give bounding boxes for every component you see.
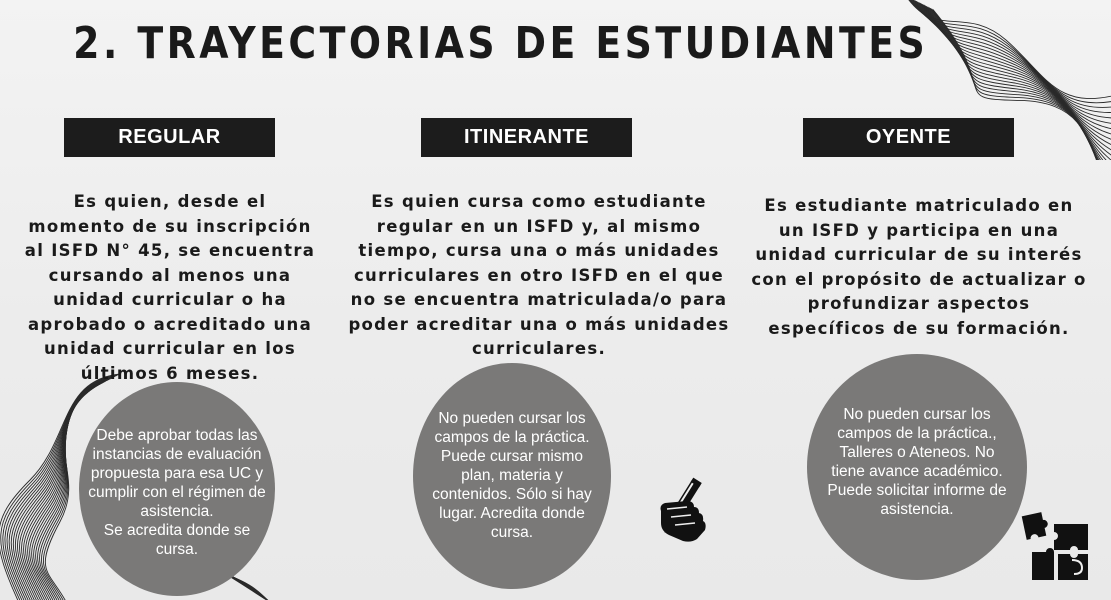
note-oyente-text: No pueden cursar los campos de la práctica., Talleres o Ateneos. No tiene avance académico. Puede solicitar informe de asistencia. — [827, 406, 1007, 518]
label-regular — [64, 118, 275, 157]
label-oyente — [803, 118, 1014, 157]
description-itinerante: Es quien cursa como estudiante regular en un ISFD y, al mismo tiempo, cursa una o más unidades curriculares en otro ISFD en el que no se encuentra matriculada/o para poder acreditar una o más unidades curriculares. — [348, 192, 730, 358]
label-oyente-text: OYENTE — [865, 126, 952, 148]
label-itinerante-text: ITINERANTE — [464, 126, 589, 148]
description-regular: Es quien, desde el momento de su inscripción al ISFD N° 45, se encuentra cursando al menos una unidad curricular o ha aprobado o acreditado una unidad curricular en los últimos 6 meses. — [24, 192, 316, 383]
note-itinerante-text: No pueden cursar los campos de la práctica. Puede cursar mismo plan, materia y contenidos. Sólo si hay lugar. Acredita donde cursa. — [432, 409, 592, 541]
puzzle-pieces-icon — [1020, 512, 1092, 584]
note-circle-regular — [79, 382, 275, 596]
label-itinerante — [421, 118, 632, 157]
page-title: 2. TRAYECTORIAS DE ESTUDIANTES — [73, 18, 929, 69]
note-circle-itinerante — [413, 363, 611, 589]
note-regular-text: Debe aprobar todas las instancias de evaluación propuesta para esa UC y cumplir con el régimen de asistencia. Se acredita donde se cursa. — [88, 426, 266, 558]
description-oyente: Es estudiante matriculado en un ISFD y participa en una unidad curricular de su interés con el propósito de actualizar o profundizar aspectos específicos de su formación. — [751, 196, 1087, 338]
label-regular-text: REGULAR — [118, 126, 221, 148]
note-circle-oyente — [807, 354, 1027, 580]
hand-holding-pencil-icon — [647, 475, 711, 545]
